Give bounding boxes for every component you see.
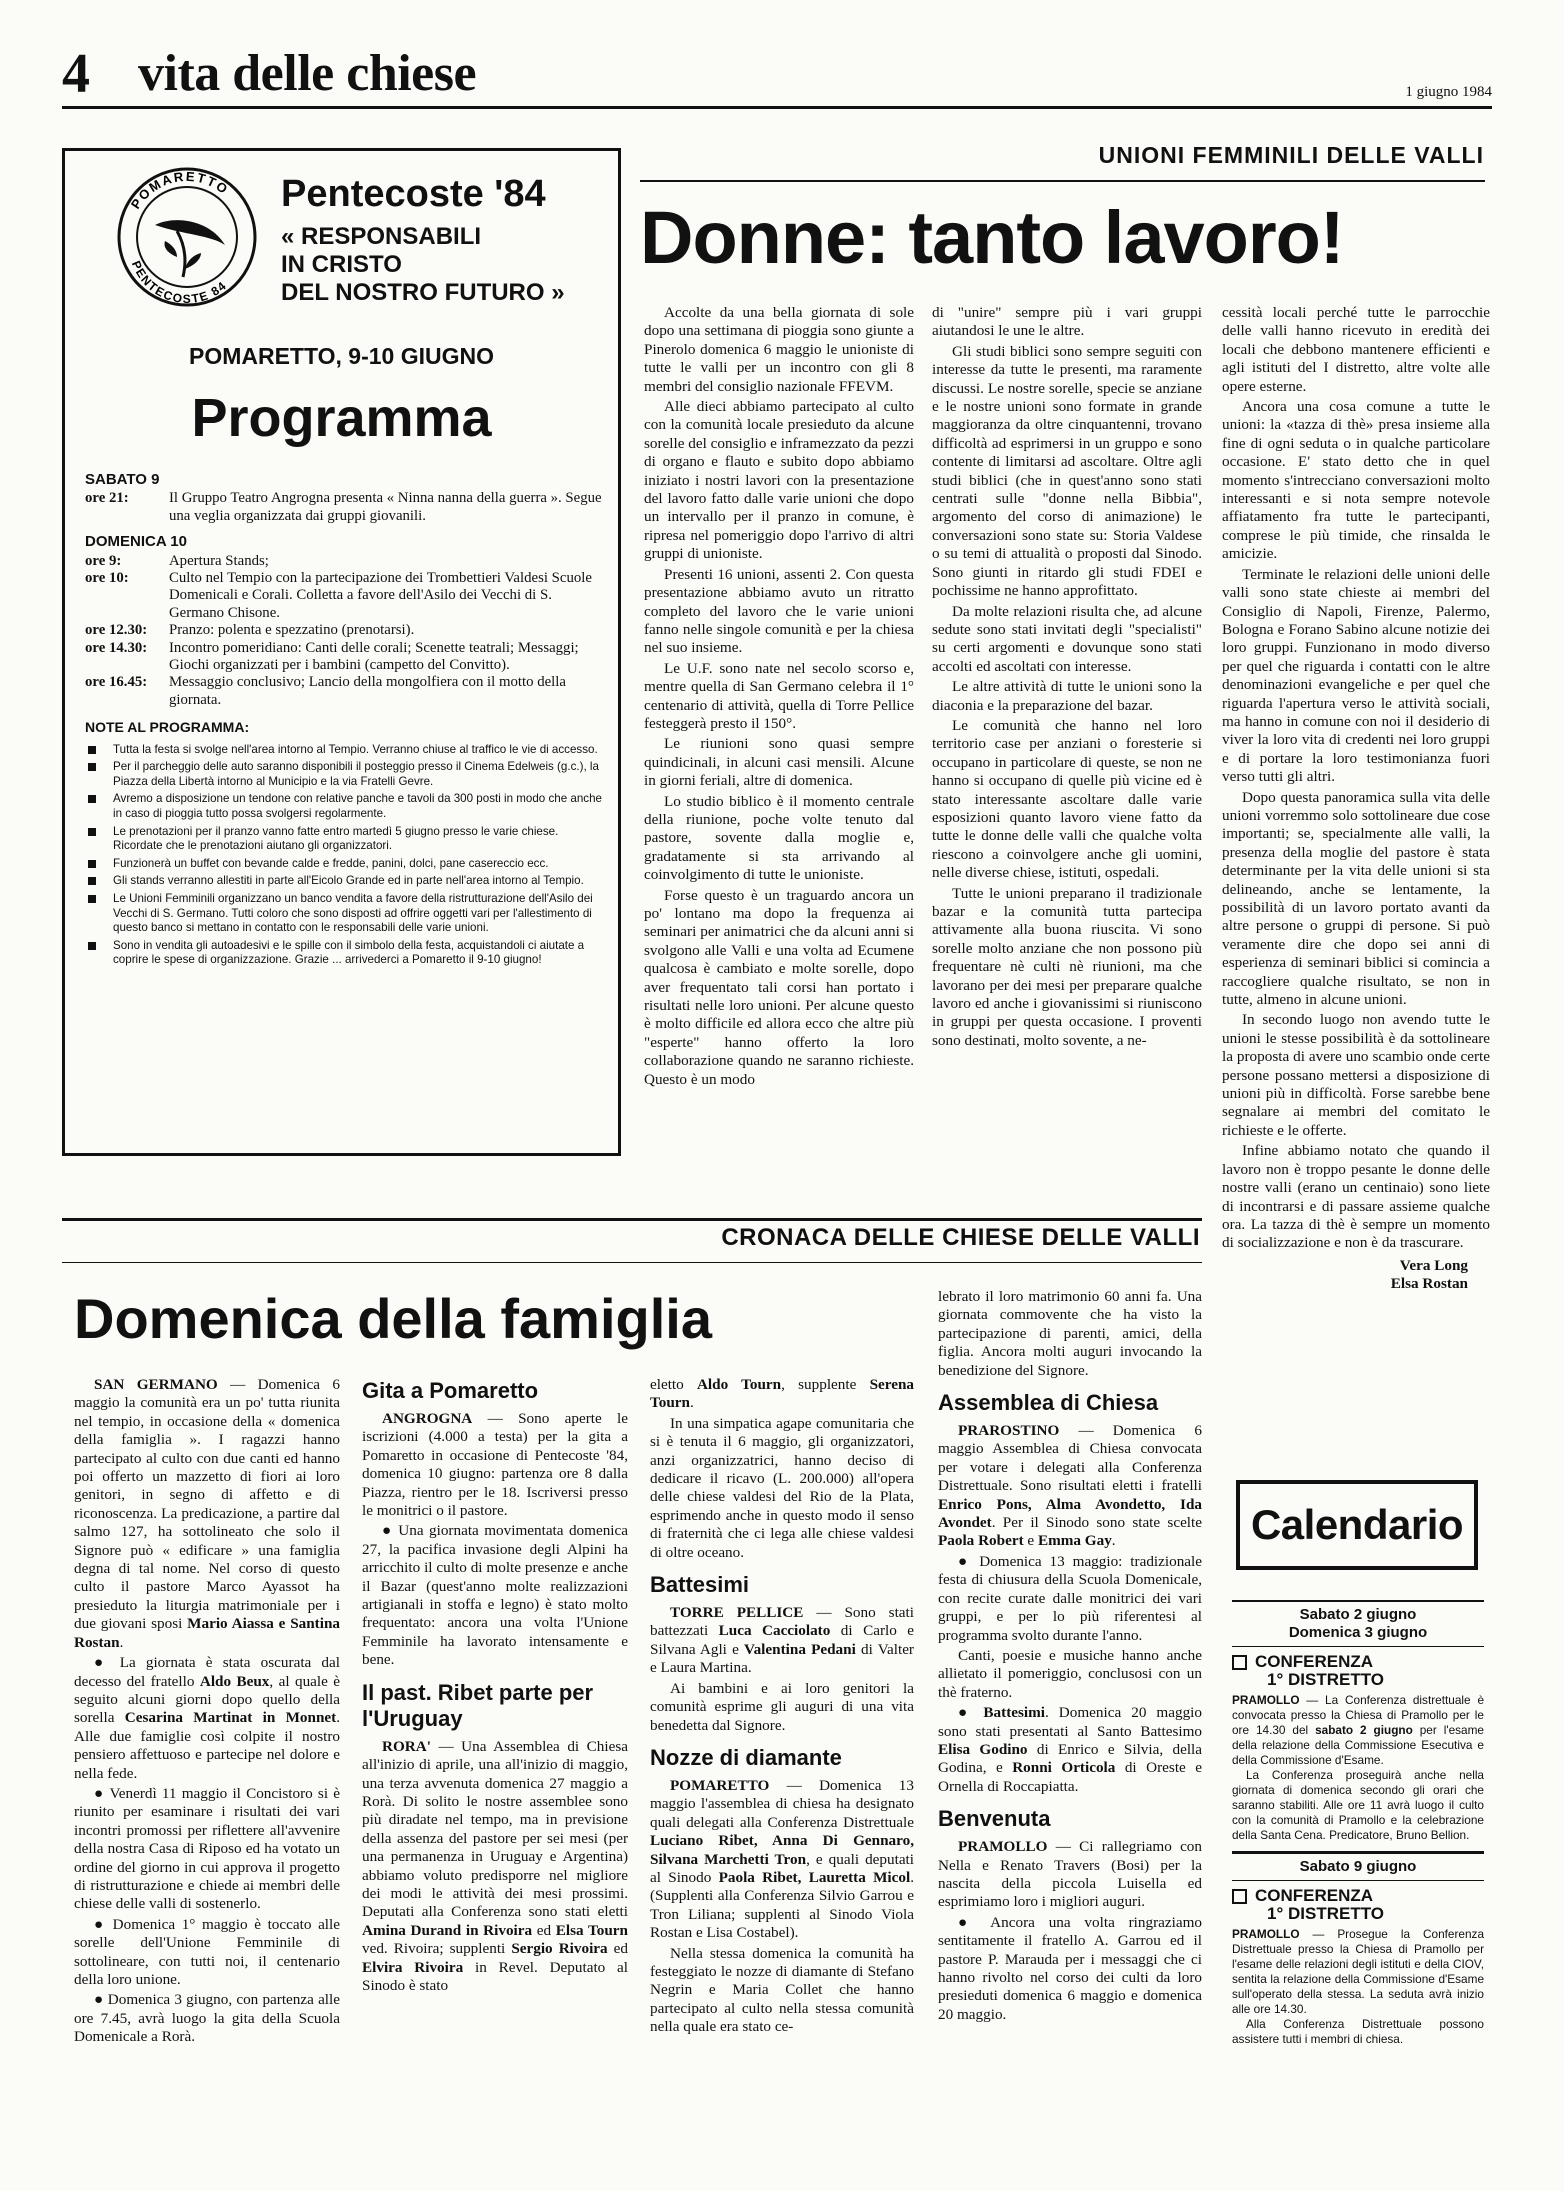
section-title: vita delle chiese: [138, 45, 477, 102]
schedule-day: DOMENICA 10: [85, 533, 187, 551]
svg-text:PENTECOSTE 84: PENTECOSTE 84: [128, 258, 230, 307]
masthead: [62, 44, 1492, 104]
notes-title: NOTE AL PROGRAMMA:: [85, 719, 250, 736]
cronaca-rule-top: [62, 1218, 1202, 1221]
battesimi-title: Battesimi: [650, 1572, 750, 1598]
note-item: Funzionerà un buffet con bevande calde e fredde, panini, dolci, pane casereccio ecc.: [85, 857, 603, 872]
masthead-rule: [62, 106, 1492, 109]
calendario-title: Calendario: [1250, 1501, 1464, 1548]
nozze-title: Nozze di diamante: [650, 1744, 842, 1770]
famiglia-col-4: lebrato il loro matrimonio 60 anni fa. Una giornata commovente che ha visto la partecipazione di parenti, amici, della figlia. Ancora molti auguri invocando la benedizione del Signore. Assemblea di Chiesa PRAROSTINO — Domenica 6 maggio Assemblea di Chiesa convocata per votare i delegati alla Conferenza Distrettuale. Sono risultati eletti i fratelli Enrico Pons, Alma Avondetto, Ida Avondet. Per il Sinodo sono state scelte Paola Robert e Emma Gay. ● Domenica 13 maggio: tradizionale festa di chiusura della Scuola Domenicale, con recite curate dalle monitrici dei vari gruppi, e per lo più riferentesi al programma svolto durante l'anno. Canti, poesie e musiche hanno anche allietato il pomeriggio, conclusosi con un thè fraterno. ● Battesimi. Domenica 20 maggio sono stati presentati al Santo Battesimo Elisa Godino di Enrico e Silvia, della Godina, e Ronni Orticola di Oreste e Ornella di Roccapiatta. Benvenuta PRAMOLLO — Ci rallegriamo con Nella e Renato Travers (Bosi) per la nascita della piccola Luisella ed esprimiamo loro i migliori auguri. ● Ancora una volta ringraziamo sentitamente il fratello A. Garrou ed il pastore P. Marauda per i messaggi che ci hanno rivolto nel corso dei culti da loro presieduti domenica 6 maggio e domenica 20 maggio.: [938, 1288, 1202, 2023]
program-heading: Pentecoste '84: [281, 173, 546, 215]
assemblea-title: Assemblea di Chiesa: [938, 1390, 1159, 1416]
note-item: Avremo a disposizione un tendone con relative panche e tavoli da 300 posti in modo che anche in caso di pioggia tutto possa svolgersi regolarmente.: [85, 792, 603, 821]
slogan-line: « RESPONSABILI: [281, 223, 482, 250]
calendario-entries: [1232, 1600, 1484, 2180]
program-box: [62, 148, 621, 1156]
donne-col-1: Accolte da una bella giornata di sole dopo una settimana di pioggia sono giunte a Pinerolo domenica 6 maggio le unioniste di tutte le valli per un incontro con gli 8 membri del consiglio nazionale FFEVM. Alle dieci abbiamo partecipato al culto con la comunità locale presieduto da alcune sorelle del consiglio e inframezzato da pezzi di organo e flauto e subito dopo abbiamo iniziato i nostri lavori con la presentazione del lavoro fatto dalle varie unioni che dopo un intervallo per il pranzo in comune, è ripresa nel pomeriggio dopo l'arrivo di altri gruppi di unioniste. Presenti 16 unioni, assenti 2. Con questa presentazione abbiamo avuto un ritratto completo del lavoro che le varie unioni fanno nelle singole comunità e per la chiesa nel suo insieme. Le U.F. sono nate nel secolo scorso e, mentre quella di San Germano celebra il 1° centenario di attività, quella di Torre Pellice festeggerà presto il 150°. Le riunioni sono quasi sempre quindicinali, in alcuni casi mensili. Alcune in giorni feriali, altre di domenica. Lo studio biblico è il momento centrale della riunione, poche volte tenuto dal pastore, sovente dalla moglie e, gradatamente si sta arrivando al coinvolgimento di tutte le unioniste. Forse questo è un traguardo ancora un po' lontano ma dopo la frequenza ai seminari per animatrici che da alcuni anni si svolgono alle Valli e una volta ad Ecumene qualcosa è cambiato e molte sorelle, dopo aver frequentato tali corsi han portato i risultati nelle loro unioni. Per alcune questo è molto difficile ed allora ecco che altre più "esperte" hanno offerto la loro collaborazione quando ne saranno richieste. Questo è un modo: [644, 304, 914, 1088]
svg-text:POMARETTO: POMARETTO: [127, 168, 232, 212]
note-item: Le prenotazioni per il pranzo vanno fatte entro martedì 5 giugno presso le varie chiese. Ricordate che le prenotazioni aiutano gli organizzatori.: [85, 825, 603, 854]
donne-col-3: cessità locali perché tutte le parrocchie delle valli hanno ricevuto in eredità dei locali che debbono mantenere efficienti e agli istituti del I distretto, altre volte alle opere esterne. Ancora una cosa comune a tutte le unioni: la «tazza di thè» presa insieme alla fine di ogni seduta o in qualche particolare occasione. E' stato detto che in quel momento s'intrecciano conversazioni molto interessanti e si nota sempre notevole affiatamento fra tutte le partecipanti, comprese le più timide, che rinsalda le amicizie. Terminate le relazioni delle unioni delle valli sono state chieste ai membri del Consiglio di Napoli, Firenze, Palermo, Bologna e Forano Sabino alcune notizie dei loro gruppi. Funzionano in modo diverso per quel che riguarda i contatti con le altre denominazioni evangeliche e per quel che riguarda l'apertura verso le attività sociali, ma hanno in comune con noi il desiderio di viver la loro vita di credenti nei loro gruppi e di portare la loro testimonianza fuori verso tutti gli altri. Dopo questa panoramica sulla vita delle unioni vorremmo solo sottolineare due cose importanti; se, specialmente alle valli, la presenza della moglie del pastore è stata determinante per la vita delle unioni si sta delineando, anche se lentamente, la possibilità di un lavoro portato avanti da altre persone o gruppi di persone. Si può veramente dire che dopo sei anni di esperienza di seminari biblici si comincia a raccogliere qualche risultato, se non in tutte, almeno in alcune unioni. In secondo luogo non avendo tutte le unioni le stesse possibilità è da sottolineare la proposta di avere uno scambio onde certe persone possano mettersi a disposizione di unioni più in difficoltà. Forse sarebbe bene segnalare ai membri del comitato le richieste e le offerte. Infine abbiamo notato che quando il lavoro non è troppo pesante le donne delle nostre valli (erano un centinaio) sono liete di incontrarsi e di passare assieme qualche ora. La tazza di thè è sempre un momento di socializzazione e non è da trascurare. Vera Long Elsa Rostan: [1222, 304, 1490, 1293]
gita-title: Gita a Pomaretto: [362, 1378, 539, 1403]
program-schedule: [85, 463, 603, 971]
cal-entry-title: CONFERENZA 1° DISTRETTO: [1232, 1887, 1484, 1923]
schedule-day: SABATO 9: [85, 471, 160, 488]
slogan-line: DEL NOSTRO FUTURO »: [281, 279, 565, 306]
program-title: Programma: [191, 388, 492, 448]
donne-col-2: di "unire" sempre più i vari gruppi aiutandosi le une le altre. Gli studi biblici sono sempre seguiti con interesse da tutte le presenti, ma raramente discussi. Le nostre sorelle, specie se anziane e le nostre unioni sono formate in grande maggioranza da oltre cinquantenni, trovano difficoltà ad esprimersi in un gruppo e sono contente di limitarsi ad ascoltare. Oltre agli studi biblici (che in quest'anno sono stati centrati sulle "donne nella Bibbia", argomento del corso di animazione) le conversazioni sono state su: Storia Valdese o su temi di attualità o proposti dal Sinodo. Sono giunti in ritardo gli studi FDEI e pochissime ne hanno approfittato. Da molte relazioni risulta che, ad alcune sedute sono stati invitati degli "specialisti" su certi argomenti e dovunque sono stati accolti ed ascoltati con interesse. Le altre attività di tutte le unioni sono la diaconia e la preparazione del bazar. Le comunità che hanno nel loro territorio case per anziani o foresterie si occupano in particolare di queste, se non ne hanno si occupano di quelle più vicine ed è stato interessante ascoltare dalle varie esposizioni quanto lavoro viene fatto da tutte le donne delle valli che qualche volta riescono a coinvolgere anche gli uomini, nelle diverse chiese, istituti, ospedali. Tutte le unioni preparano il tradizionale bazar e la comunità tutta partecipa attivamente alla buona riuscita. Vi sono sorelle molto anziane che non possono più frequentare nè culti nè riunioni, ma che lavorano per dei mesi per preparare qualche lavoro ed anche i giovanissimi si riuniscono in gruppi per questa occasione. I proventi sono destinati, molto sovente, a ne-: [932, 304, 1202, 1049]
cal-entry-title: CONFERENZA 1° DISTRETTO: [1232, 1653, 1484, 1689]
schedule-item: ore 14.30: Incontro pomeridiano: Canti delle corali; Scenette teatrali; Messaggi; Giochi organizzati per i bambini (campetto del Convitto).: [85, 639, 579, 674]
schedule-item: ore 10: Culto nel Tempio con la partecipazione dei Trombettieri Valdesi Scuole Domenicali e Corali. Colletta a favore dell'Asilo dei Vecchi di S. Germano Chisone.: [85, 570, 592, 621]
unioni-rule: [640, 180, 1485, 182]
famiglia-headline: Domenica della famiglia: [74, 1287, 712, 1350]
ribet-title: Il past. Ribet parte per l'Uruguay: [362, 1679, 594, 1731]
issue-date: 1 giugno 1984: [1405, 84, 1492, 100]
schedule-item: ore 12.30: Pranzo: polenta e spezzatino (prenotarsi).: [85, 622, 415, 639]
famiglia-col-1: SAN GERMANO — Domenica 6 maggio la comunità era un po' tutta riunita nel tempio, in occasione della « domenica della famiglia ». I ragazzi hanno partecipato al culto con due canti ed hanno poi offerto un mazzetto di fiori ai loro genitori, in segno di affetto e di riconoscenza. La predicazione, a partire dal salmo 127, ha sottolineato che solo il Signore può « edificare » una famiglia degna di tal nome. Nel corso di questo culto il pastore Marco Ayassot ha presieduto la liturgia matrimoniale per i due giovani sposi Mario Aiassa e Santina Rostan. ● La giornata è stata oscurata dal decesso del fratello Aldo Beux, al quale è seguito alcuni giorni dopo quello della sorella Cesarina Martinat in Monnet. Alle due famiglie così colpite il nostro pensiero affettuoso e partecipe nel dolore e nella fede. ● Venerdì 11 maggio il Concistoro si è riunito per esaminare i risultati dei vari incontri promossi per riflettere all'avvenire della nostra Casa di Riposo ed ha votato un ordine del giorno in cui approva il progetto di ristrutturazione e chiede ai membri delle chiese delle valli di sostenerlo. ● Domenica 1° maggio è toccato alle sorelle dell'Unione Femminile di sottolineare, con tutti noi, il centenario della loro unione. ● Domenica 3 giugno, con partenza alle ore 7.45, avrà luogo la gita della Scuola Domenicale a Rorà.: [74, 1376, 340, 2046]
page-number: 4: [62, 43, 90, 105]
checkbox-icon: [1232, 1655, 1247, 1670]
program-place-date: POMARETTO, 9-10 GIUGNO: [188, 343, 494, 369]
cal-date: Sabato 2 giugno: [1299, 1606, 1417, 1623]
cronaca-rule-bottom: [62, 1262, 1202, 1263]
benvenuta-title: Benvenuta: [938, 1806, 1051, 1832]
schedule-item: ore 16.45: Messaggio conclusivo; Lancio della mongolfiera con il motto della giornata.: [85, 674, 566, 708]
unioni-banner: UNIONI FEMMINILI DELLE VALLI: [1098, 142, 1484, 168]
notes-list: [85, 743, 603, 968]
note-item: Tutta la festa si svolge nell'area intorno al Tempio. Verranno chiuse al traffico le vie di accesso.: [85, 743, 603, 758]
cal-date: Sabato 9 giugno: [1299, 1858, 1417, 1875]
cal-date: Domenica 3 giugno: [1288, 1624, 1428, 1641]
calendario-box: [1236, 1480, 1478, 1570]
cal-entry-text: PRAMOLLO — Prosegue la Conferenza Distrettuale presso la Chiesa di Pramollo per l'esame delle relazioni degli istituti e della CIOV, sentita la relazione della Commissione d'Esame sull'operato della stessa. La seduta avrà inizio alle ore 14.30.: [1232, 1927, 1484, 2016]
famiglia-col-2: Gita a Pomaretto ANGROGNA — Sono aperte le iscrizioni (4.000 a testa) per la gita a Pomaretto in occasione di Pentecoste '84, domenica 10 giugno: partenza ore 8 dalla Piazza, rientro per le 18. Iscriversi presso le monitrici o il pastore. ● Una giornata movimentata domenica 27, la pacifica invasione degli Alpini ha arricchito il culto di molte presenze e anche il Bazar (quest'anno molte realizzazioni artigianali in stoffa e legno) è stato molto frequentato: ancora una volta l'Unione Femminile ha lavorato intensamente e bene. Il past. Ribet parte per l'Uruguay RORA' — Una Assemblea di Chiesa all'inizio di aprile, una all'inizio di maggio, una terza avvenuta domenica 27 maggio a Rorà. Di solito le nostre assemblee sono più diradate nel tempo, ma in previsione della assenza del pastore per sei mesi (per una permanenza in Uruguay e Argentina) abbiamo voluto predisporre nel migliore dei modi le attività dei mesi prossimi. Deputati alla Conferenza sono stati eletti Amina Durand in Rivoira ed Elsa Tourn ved. Rivoira; supplenti Sergio Rivoira ed Elvira Rivoira in Revel. Deputato al Sinodo è stato: [362, 1378, 628, 1994]
program-slogan: [281, 223, 565, 307]
cal-entry-text: Alla Conferenza Distrettuale possono assistere tutti i membri di chiesa.: [1232, 2017, 1484, 2046]
note-item: Per il parcheggio delle auto saranno disponibili il posteggio presso il Cinema Edelweis (g.c.), la Piazza della Libertà intorno al Municipio e la via Fratelli Gevre.: [85, 760, 603, 789]
donne-headline: Donne: tanto lavoro!: [640, 196, 1344, 279]
cal-entry-text: La Conferenza proseguirà anche nella giornata di domenica secondo gli orari che saranno stabiliti. Alle ore 11 avrà luogo il culto con la comunità di Pramollo e la celebrazione della Santa Cena. Predicatore, Bruno Bellion.: [1232, 1768, 1484, 1842]
cronaca-banner: CRONACA DELLE CHIESE DELLE VALLI: [721, 1224, 1200, 1251]
checkbox-icon: [1232, 1889, 1247, 1904]
signature: Vera Long Elsa Rostan: [1390, 1256, 1468, 1293]
cal-entry-text: PRAMOLLO — La Conferenza distrettuale è convocata presso la Chiesa di Pramollo per le ore 14.30 del sabato 2 giugno per l'esame della relazione della Commissione Esecutiva e della Commissione d'Esame.: [1232, 1693, 1484, 1767]
pomaretto-logo: [115, 165, 259, 309]
note-item: Le Unioni Femminili organizzano un banco vendita a favore della ristrutturazione dell'Asilo dei Vecchi di S. Germano. Tutti coloro che sono disposti ad offrire oggetti vari per l'allestimento di questo banco si mettano in contatto con le responsabili delle varie unioni.: [85, 892, 603, 936]
note-item: Gli stands verranno allestiti in parte all'Eicolo Grande ed in parte nell'area intorno al Tempio.: [85, 874, 603, 889]
note-item: Sono in vendita gli autoadesivi e le spille con il simbolo della festa, acquistandoli ci aiutate a coprire le spese di organizzazione. Grazie ... arrivederci a Pomaretto il 9-10 giugno!: [85, 939, 603, 968]
schedule-item: ore 21: Il Gruppo Teatro Angrogna presenta « Ninna nanna della guerra ». Segue una veglia organizzata dai gruppi giovanili.: [85, 490, 602, 524]
famiglia-col-3: eletto Aldo Tourn, supplente Serena Tourn. In una simpatica agape comunitaria che si è tenuta il 6 maggio, gli organizzatori, anzi organizzatrici, hanno deciso di dedicare il ricavo (L. 200.000) all'opera delle chiese valdesi del Rio de la Plata, esprimendo anche in questo modo il senso di fraternità che ci lega alle chiese valdesi di oltre oceano. Battesimi TORRE PELLICE — Sono stati battezzati Luca Cacciolato di Carlo e Silvana Agli e Valentina Pedani di Valter e Laura Martina. Ai bambini e ai loro genitori la comunità esprime gli auguri di una vita benedetta dal Signore. Nozze di diamante POMARETTO — Domenica 13 maggio l'assemblea di chiesa ha designato quali delegati alla Conferenza Distrettuale Luciano Ribet, Anna Di Gennaro, Silvana Marchetti Tron, e quali deputati al Sinodo Paola Ribet, Lauretta Micol. (Supplenti alla Conferenza Silvio Garrou e Tron Liliana; supplenti al Sinodo Viola Rostan e Lisa Costabel). Nella stessa domenica la comunità ha festeggiato le nozze di diamante di Stefano Negrin e Maria Collet che hanno partecipato al culto nella stessa comunità nella quale era stato ce-: [650, 1376, 914, 2036]
slogan-line: IN CRISTO: [281, 251, 402, 278]
schedule-item: ore 9: Apertura Stands;: [85, 552, 269, 569]
